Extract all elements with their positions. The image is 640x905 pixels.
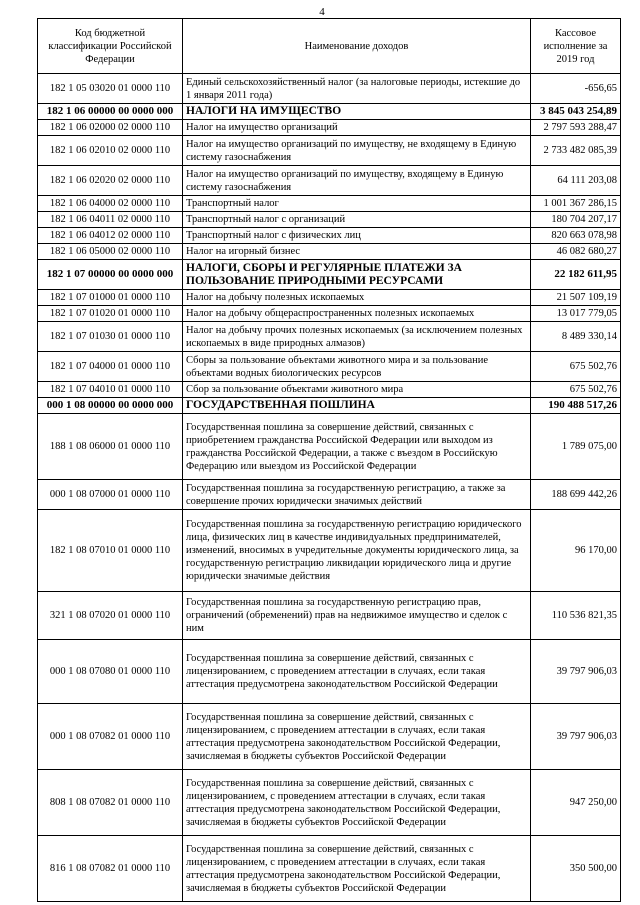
row-name: Налог на имущество организаций — [183, 120, 531, 136]
row-code: 182 1 08 07010 01 0000 110 — [38, 510, 183, 592]
table-row — [38, 166, 621, 196]
table-row — [38, 704, 621, 770]
row-amount: 1 789 075,00 — [531, 414, 621, 480]
row-amount: 3 845 043 254,89 — [531, 104, 621, 120]
row-amount: 947 250,00 — [531, 770, 621, 836]
row-name: Транспортный налог с физических лиц — [183, 228, 531, 244]
row-code: 000 1 08 07000 01 0000 110 — [38, 480, 183, 510]
row-name: Государственная пошлина за совершение действий, связанных с лицензированием, с проведением аттестации в случаях, если такая аттестация предусмотрена законодательством Российской Федерации, зачисляемая в бюджеты субъектов Российской Федерации — [183, 704, 531, 770]
table-row — [38, 382, 621, 398]
row-code: 182 1 06 02020 02 0000 110 — [38, 166, 183, 196]
row-name: НАЛОГИ, СБОРЫ И РЕГУЛЯРНЫЕ ПЛАТЕЖИ ЗА ПОЛЬЗОВАНИЕ ПРИРОДНЫМИ РЕСУРСАМИ — [183, 260, 531, 290]
table-row — [38, 640, 621, 704]
row-amount: 1 001 367 286,15 — [531, 196, 621, 212]
row-code: 188 1 08 06000 01 0000 110 — [38, 414, 183, 480]
row-code: 000 1 08 07080 01 0000 110 — [38, 640, 183, 704]
row-name: Налог на игорный бизнес — [183, 244, 531, 260]
row-code: 816 1 08 07082 01 0000 110 — [38, 836, 183, 902]
row-amount: 8 489 330,14 — [531, 322, 621, 352]
table-row — [38, 212, 621, 228]
row-name: НАЛОГИ НА ИМУЩЕСТВО — [183, 104, 531, 120]
table-row — [38, 398, 621, 414]
row-code: 182 1 06 00000 00 0000 000 — [38, 104, 183, 120]
row-name: Сборы за пользование объектами животного мира и за пользование объектами водных биологических ресурсов — [183, 352, 531, 382]
table-row — [38, 290, 621, 306]
row-name: Государственная пошлина за государственную регистрацию юридического лица, физических лиц в качестве индивидуальных предпринимателей, изменений, вносимых в учредительные документы юридического лица, за государственную регистрацию ликвидации юридического лица и другие юридически значимые действия — [183, 510, 531, 592]
table-row — [38, 836, 621, 902]
row-name: Налог на добычу прочих полезных ископаемых (за исключением полезных ископаемых в виде природных алмазов) — [183, 322, 531, 352]
table-row — [38, 74, 621, 104]
header-code: Код бюджетной классификации Российской Федерации — [38, 19, 183, 74]
row-code: 182 1 07 04010 01 0000 110 — [38, 382, 183, 398]
table-row — [38, 136, 621, 166]
row-name: Государственная пошлина за государственную регистрацию прав, ограничений (обременений) прав на недвижимое имущество и сделок с ним — [183, 592, 531, 640]
row-amount: 46 082 680,27 — [531, 244, 621, 260]
row-amount: 2 733 482 085,39 — [531, 136, 621, 166]
row-name: Государственная пошлина за совершение действий, связанных с лицензированием, с проведением аттестации в случаях, если такая аттестация предусмотрена законодательством Российской Федерации, зачисляемая в бюджеты субъектов Российской Федерации — [183, 836, 531, 902]
row-name: Налог на добычу общераспространенных полезных ископаемых — [183, 306, 531, 322]
row-amount: 96 170,00 — [531, 510, 621, 592]
row-code: 182 1 07 01030 01 0000 110 — [38, 322, 183, 352]
table-row — [38, 480, 621, 510]
row-amount: 188 699 442,26 — [531, 480, 621, 510]
row-name: Государственная пошлина за совершение действий, связанных с приобретением гражданства Российской Федерации или выходом из гражданства Российской Федерации, а также с въездом в Российскую Федерацию или выездом из Российской Федерации — [183, 414, 531, 480]
row-code: 182 1 07 04000 01 0000 110 — [38, 352, 183, 382]
row-amount: 2 797 593 288,47 — [531, 120, 621, 136]
row-name: Государственная пошлина за совершение действий, связанных с лицензированием, с проведением аттестации в случаях, если такая аттестация предусмотрена законодательством Российской Федерации, зачисляемая в бюджеты субъектов Российской Федерации — [183, 770, 531, 836]
table-row — [38, 196, 621, 212]
revenue-table — [37, 18, 621, 902]
row-name: Налог на добычу полезных ископаемых — [183, 290, 531, 306]
row-name: Сбор за пользование объектами животного мира — [183, 382, 531, 398]
table-row — [38, 510, 621, 592]
row-name: Налог на имущество организаций по имуществу, не входящему в Единую систему газоснабжения — [183, 136, 531, 166]
table-header-row — [38, 19, 621, 74]
row-code: 000 1 08 00000 00 0000 000 — [38, 398, 183, 414]
table-body — [38, 74, 621, 902]
row-code: 182 1 07 01000 01 0000 110 — [38, 290, 183, 306]
row-code: 182 1 06 04000 02 0000 110 — [38, 196, 183, 212]
table-row — [38, 322, 621, 352]
row-code: 182 1 06 02000 02 0000 110 — [38, 120, 183, 136]
row-name: Транспортный налог — [183, 196, 531, 212]
row-name: ГОСУДАРСТВЕННАЯ ПОШЛИНА — [183, 398, 531, 414]
row-code: 182 1 07 01020 01 0000 110 — [38, 306, 183, 322]
header-amount: Кассовое исполнение за 2019 год — [531, 19, 621, 74]
table-row — [38, 770, 621, 836]
row-code: 808 1 08 07082 01 0000 110 — [38, 770, 183, 836]
table-row — [38, 104, 621, 120]
row-amount: 22 182 611,95 — [531, 260, 621, 290]
row-amount: 21 507 109,19 — [531, 290, 621, 306]
table-row — [38, 228, 621, 244]
row-amount: 110 536 821,35 — [531, 592, 621, 640]
row-code: 182 1 06 02010 02 0000 110 — [38, 136, 183, 166]
row-code: 182 1 05 03020 01 0000 110 — [38, 74, 183, 104]
table-row — [38, 120, 621, 136]
page-number: 4 — [319, 6, 325, 18]
row-amount: -656,65 — [531, 74, 621, 104]
row-amount: 190 488 517,26 — [531, 398, 621, 414]
row-amount: 820 663 078,98 — [531, 228, 621, 244]
row-amount: 675 502,76 — [531, 352, 621, 382]
row-amount: 180 704 207,17 — [531, 212, 621, 228]
row-name: Налог на имущество организаций по имуществу, входящему в Единую систему газоснабжения — [183, 166, 531, 196]
row-name: Единый сельскохозяйственный налог (за налоговые периоды, истекшие до 1 января 2011 года) — [183, 74, 531, 104]
row-code: 182 1 06 04012 02 0000 110 — [38, 228, 183, 244]
row-name: Государственная пошлина за государственную регистрацию, а также за совершение прочих юридически значимых действий — [183, 480, 531, 510]
header-name: Наименование доходов — [183, 19, 531, 74]
table-row — [38, 414, 621, 480]
row-code: 182 1 07 00000 00 0000 000 — [38, 260, 183, 290]
table-row — [38, 352, 621, 382]
row-code: 321 1 08 07020 01 0000 110 — [38, 592, 183, 640]
table-row — [38, 260, 621, 290]
table-row — [38, 592, 621, 640]
row-amount: 675 502,76 — [531, 382, 621, 398]
row-amount: 39 797 906,03 — [531, 640, 621, 704]
row-name: Транспортный налог с организаций — [183, 212, 531, 228]
row-amount: 350 500,00 — [531, 836, 621, 902]
row-amount: 64 111 203,08 — [531, 166, 621, 196]
row-code: 000 1 08 07082 01 0000 110 — [38, 704, 183, 770]
row-name: Государственная пошлина за совершение действий, связанных с лицензированием, с проведением аттестации в случаях, если такая аттестация предусмотрена законодательством Российской Федерации — [183, 640, 531, 704]
row-amount: 39 797 906,03 — [531, 704, 621, 770]
table-row — [38, 306, 621, 322]
table-row — [38, 244, 621, 260]
row-amount: 13 017 779,05 — [531, 306, 621, 322]
row-code: 182 1 06 05000 02 0000 110 — [38, 244, 183, 260]
row-code: 182 1 06 04011 02 0000 110 — [38, 212, 183, 228]
